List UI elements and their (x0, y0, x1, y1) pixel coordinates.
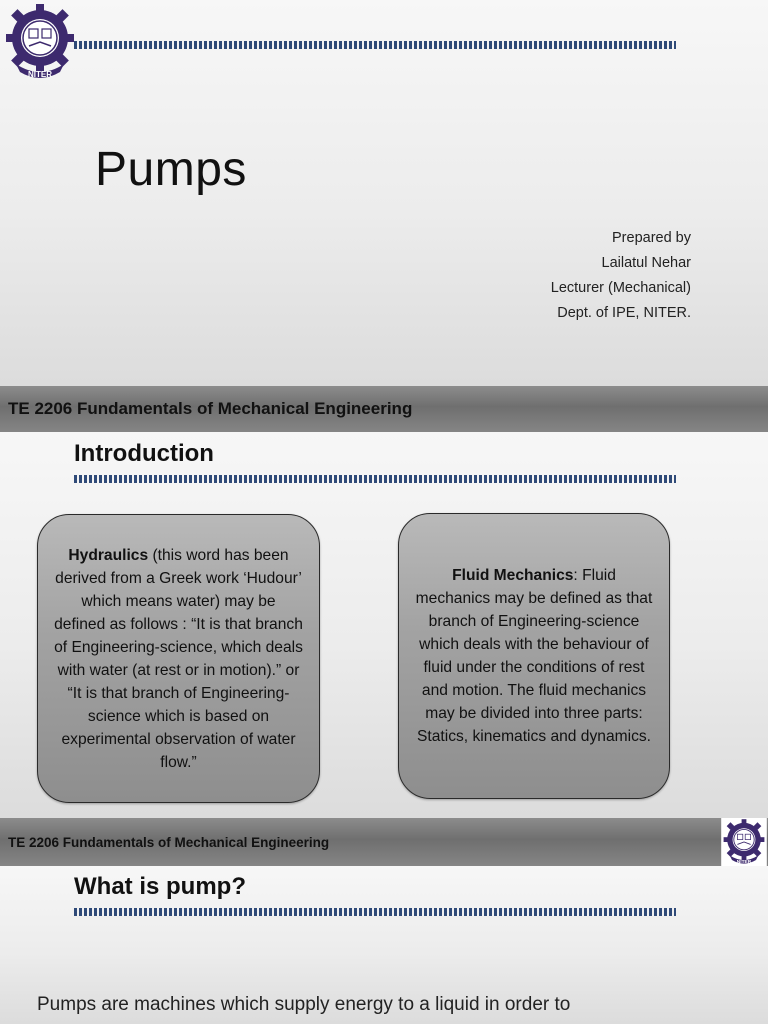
title-divider (74, 41, 676, 49)
fluid-mechanics-definition-box (398, 513, 670, 799)
hydraulics-term: Hydraulics (68, 546, 149, 564)
fluid-mechanics-text: : Fluid mechanics may be defined as that branch of Engineering-science which deals with the behaviour of fluid under the conditions of rest and motion. The fluid mechanics may be divided into three parts: Statics, kinematics and dynamics. (415, 567, 653, 745)
course-footer (0, 386, 768, 432)
heading-divider (74, 475, 676, 483)
logo-text: NITER (28, 70, 52, 79)
hydraulics-definition-box (37, 514, 320, 803)
hydraulics-definition (54, 544, 303, 774)
title-slide (0, 0, 768, 386)
author-dept: Dept. of IPE, NITER. (557, 305, 691, 321)
author-title: Lecturer (Mechanical) (550, 280, 691, 296)
slide-title: Pumps (95, 143, 247, 196)
course-footer (0, 818, 768, 866)
fluid-mechanics-term: Fluid Mechanics (452, 567, 574, 584)
fluid-mechanics-definition (415, 564, 653, 748)
course-footer-text: TE 2206 Fundamentals of Mechanical Engineering (8, 834, 330, 850)
author-block (551, 226, 691, 326)
pump-definition-text: Pumps are machines which supply energy to a liquid in order to (37, 994, 571, 1015)
prepared-by-label: Prepared by (612, 230, 691, 246)
niter-logo (4, 2, 76, 82)
author-name: Lailatul Nehar (601, 255, 691, 271)
slide-heading: What is pump? (74, 873, 246, 900)
course-footer-text: TE 2206 Fundamentals of Mechanical Engineering (8, 399, 413, 418)
introduction-slide (0, 432, 768, 818)
niter-logo-small (721, 818, 767, 866)
heading-divider (74, 908, 676, 916)
slide-heading: Introduction (74, 440, 214, 467)
logo-text: NITER (736, 860, 752, 865)
what-is-pump-slide (0, 866, 768, 1024)
hydraulics-text: (this word has been derived from a Greek work ‘Hudour’ which means water) may be defined as follows : “It is that branch of Engineering-science, which deals with water (at rest or in motion).” or “It is that branch of Engineering-science which is based on experimental observation of water flow.” (54, 546, 303, 771)
